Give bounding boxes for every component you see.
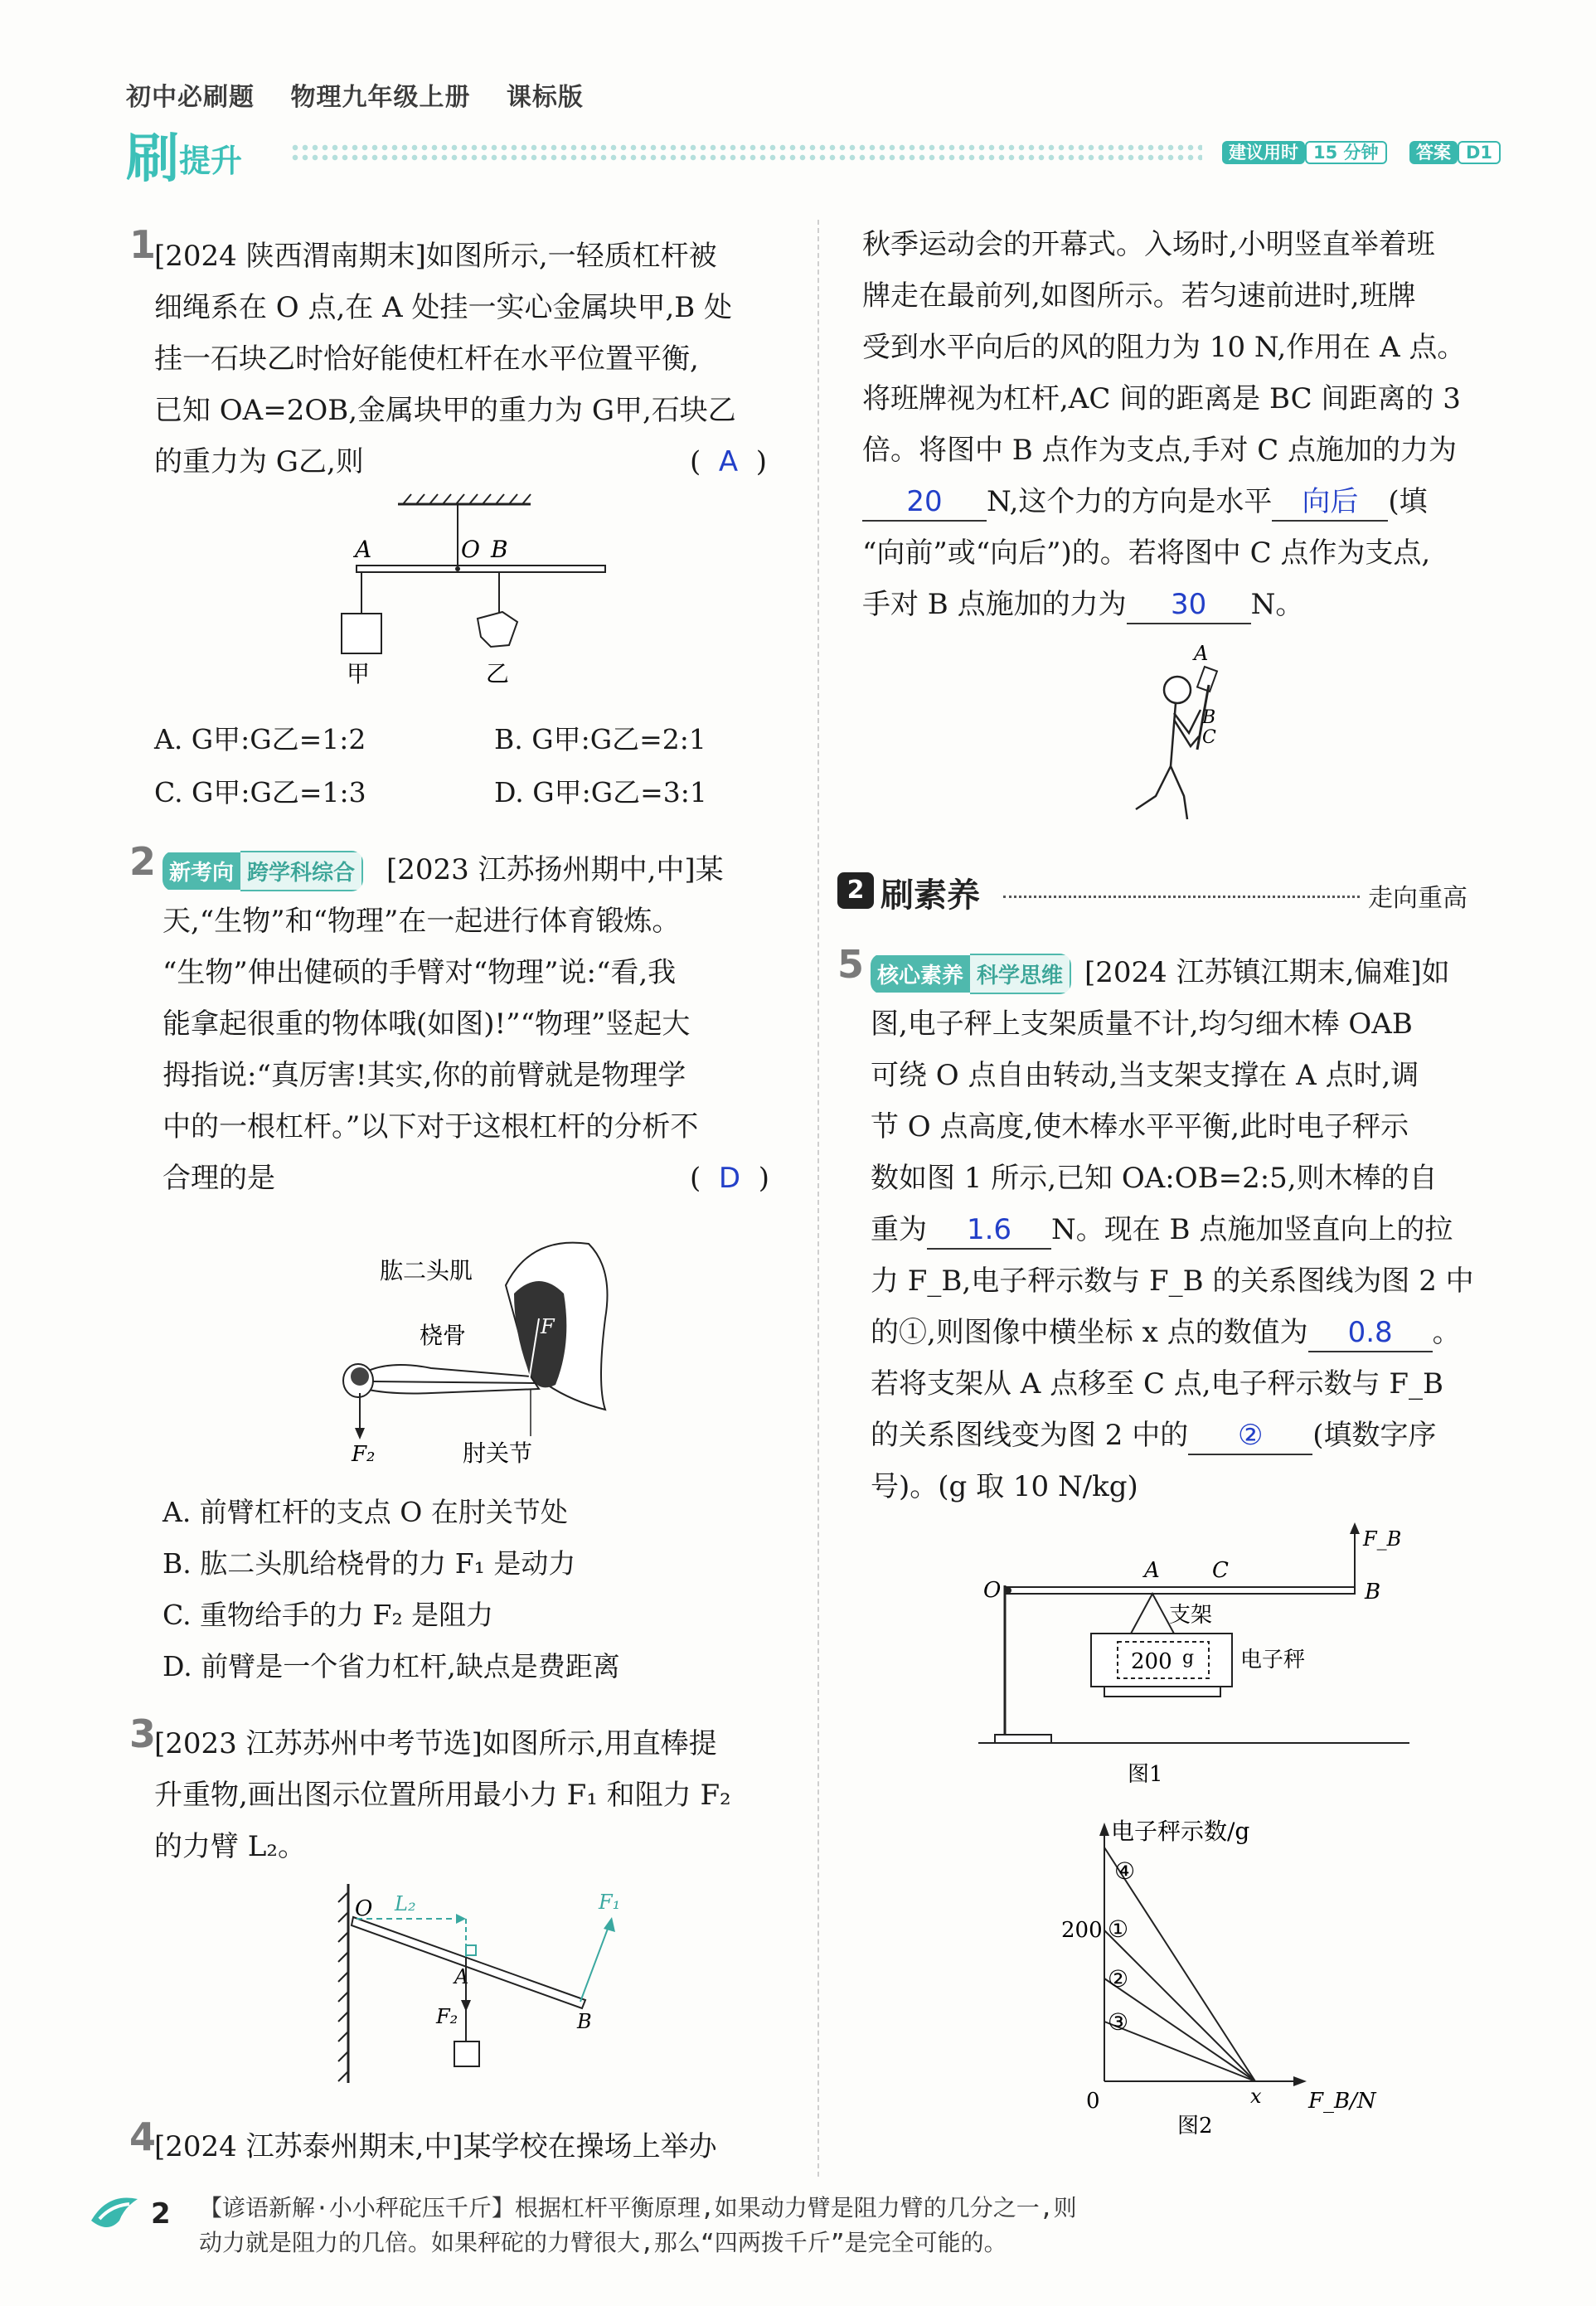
q1-option-a: A. G甲:G乙=1:2 bbox=[154, 723, 366, 755]
q5-label-o: O bbox=[983, 1578, 1002, 1603]
q5-line: 若将支架从 A 点移至 C 点,电子秤示数与 F_B bbox=[871, 1367, 1443, 1401]
q4-line: 将班牌视为杠杆,AC 间的距离是 BC 间距离的 3 bbox=[862, 382, 1461, 415]
q5-label-scale: 电子秤 bbox=[1240, 1648, 1306, 1672]
q5-line: 力 F_B,电子秤示数与 F_B 的关系图线为图 2 中 bbox=[871, 1265, 1474, 1298]
q2-line: 天,“生物”和“物理”在一起进行体育锻炼。 bbox=[163, 905, 681, 938]
q2-line: 能拿起很重的物体哦(如图)!”“物理”竖起大 bbox=[163, 1007, 691, 1041]
q5-pivot-o bbox=[1005, 1587, 1011, 1594]
q5-segment: N。现在 B 点施加竖直向上的拉 bbox=[1051, 1213, 1453, 1246]
q1-line: [2024 陕西渭南期末]如图所示,一轻质杠杆被 bbox=[154, 240, 717, 273]
q4-leg-right bbox=[1171, 766, 1187, 819]
q4-arm bbox=[1174, 710, 1201, 733]
q5-curve-3-label: ③ bbox=[1108, 2008, 1129, 2036]
q5-figure-2 bbox=[1045, 1816, 1409, 2139]
q5-segment: 重为 bbox=[871, 1213, 927, 1246]
q5-number: 5 bbox=[837, 942, 865, 987]
q3-figure bbox=[323, 1876, 638, 2091]
q3-stem bbox=[154, 1718, 809, 1872]
q3-label-o: O bbox=[355, 1896, 373, 1921]
q5-curve-1 bbox=[1104, 1930, 1255, 2081]
time-tag: 建议用时 bbox=[1222, 141, 1305, 164]
q4-blank-3: 30 bbox=[1127, 586, 1251, 624]
q5-scale-reading: 200 bbox=[1131, 1649, 1172, 1674]
q5-badge-a: 核心素养 bbox=[871, 955, 970, 993]
q4-segment: 手对 B 点施加的力为 bbox=[862, 588, 1127, 621]
q2-ball bbox=[351, 1367, 369, 1386]
q3-rod bbox=[352, 1917, 585, 2008]
q5-badge-b: 科学思维 bbox=[970, 954, 1071, 994]
section-2-dots bbox=[1003, 896, 1360, 898]
q1-stone-yi bbox=[478, 612, 517, 647]
q2-line: 中的一根杠杆。”以下对于这根杠杆的分析不 bbox=[163, 1110, 699, 1143]
q4-line: 受到水平向后的风的阻力为 10 N,作用在 A 点。 bbox=[862, 331, 1466, 364]
q1-pivot bbox=[455, 566, 460, 571]
q5-segment: 的①,则图像中横坐标 x 点的数值为 bbox=[871, 1316, 1308, 1349]
q3-label-f1: F₁ bbox=[599, 1891, 621, 1914]
q3-f2-arrow bbox=[461, 2000, 471, 2012]
q1-label-o: O bbox=[461, 536, 480, 563]
edition-name: 课标版 bbox=[506, 83, 584, 112]
time-badge bbox=[1222, 139, 1387, 164]
q5-x-arrow bbox=[1293, 2076, 1307, 2086]
q3-f1-arrow bbox=[604, 1917, 615, 1932]
q5-x-label: F_B/N bbox=[1308, 2089, 1376, 2114]
q2-line: [2023 江苏扬州期中,中]某 bbox=[386, 853, 724, 886]
q2-label-f2: F₂ bbox=[352, 1442, 376, 1467]
section-logo-small: 提升 bbox=[179, 143, 243, 179]
section-2-right: 走向重高 bbox=[1368, 884, 1467, 913]
q3-line: 升重物,画出图示位置所用最小力 F₁ 和阻力 F₂ bbox=[154, 1779, 731, 1812]
q4-stem-continued bbox=[862, 219, 1517, 630]
q1-answer: A bbox=[718, 445, 739, 478]
q1-label-a: A bbox=[355, 536, 372, 563]
q5-support bbox=[1131, 1594, 1174, 1634]
q5-stand-base bbox=[995, 1735, 1051, 1743]
q5-fig1-caption: 图1 bbox=[1128, 1762, 1163, 1787]
q2-line: 拇指说:“真厉害!其实,你的前臂就是物理学 bbox=[163, 1059, 686, 1092]
q5-origin: 0 bbox=[1086, 2089, 1100, 2114]
q2-line: 合理的是 bbox=[163, 1162, 275, 1195]
q1-label-b: B bbox=[491, 536, 508, 563]
q1-line: 的重力为 G乙,则 bbox=[154, 445, 364, 478]
q5-line: 号)。(g 取 10 N/kg) bbox=[871, 1470, 1138, 1503]
q5-y-tick-200: 200 bbox=[1061, 1918, 1103, 1943]
q2-answer: D bbox=[718, 1162, 741, 1195]
q3-label-a: A bbox=[454, 1965, 469, 1988]
q5-y-label: 电子秤示数/g bbox=[1111, 1818, 1250, 1845]
q4-line: 牌走在最前列,如图所示。若匀速前进时,班牌 bbox=[862, 279, 1416, 313]
q5-curve-4-label: ④ bbox=[1114, 1857, 1136, 1885]
q2-badge bbox=[163, 851, 363, 891]
section-logo bbox=[126, 116, 242, 192]
q1-number: 1 bbox=[129, 222, 157, 267]
q5-rod bbox=[1005, 1587, 1355, 1594]
footer-line: 【谚语新解·小小秤砣压千斤】根据杠杆平衡原理,如果动力臂是阻力臂的几分之一,则 bbox=[199, 2194, 1077, 2221]
header-dot-pattern bbox=[290, 143, 1202, 161]
q1-ceiling-hatch bbox=[403, 494, 531, 504]
q3-f1-line bbox=[580, 1922, 610, 2002]
q4-blank-1: 20 bbox=[862, 483, 987, 522]
q5-segment: 的关系图线变为图 2 中的 bbox=[871, 1419, 1189, 1452]
q2-answer-bracket: ( D ) bbox=[690, 1162, 769, 1195]
q4-line: “向前”或“向后”)的。若将图中 C 点作为支点, bbox=[862, 536, 1431, 570]
q4-line: 秋季运动会的开幕式。入场时,小明竖直举着班 bbox=[862, 228, 1435, 261]
page-footer bbox=[83, 2181, 1526, 2255]
q5-blank-2: 0.8 bbox=[1308, 1314, 1433, 1352]
q4-line-blanks bbox=[862, 476, 1517, 527]
q3-weight bbox=[454, 2041, 479, 2066]
q1-label-jia: 甲 bbox=[347, 660, 371, 687]
q5-line: 数如图 1 所示,已知 OA:OB=2:5,则木棒的自 bbox=[871, 1162, 1438, 1195]
q4-figure bbox=[1111, 634, 1260, 833]
q5-y-arrow bbox=[1099, 1823, 1109, 1836]
q5-label-support: 支架 bbox=[1169, 1603, 1213, 1628]
q5-curve-1-label: ① bbox=[1108, 1915, 1129, 1943]
q5-blank-3: ② bbox=[1188, 1417, 1312, 1455]
time-value: 15 分钟 bbox=[1305, 141, 1387, 164]
subject-name: 物理九年级上册 bbox=[290, 83, 471, 112]
q5-fb-arrow bbox=[1350, 1522, 1360, 1534]
q1-line: 已知 OA=2OB,金属块甲的重力为 G甲,石块乙 bbox=[154, 394, 736, 427]
q3-label-l2: L₂ bbox=[395, 1892, 416, 1915]
q2-arm-figure bbox=[323, 1219, 638, 1468]
q5-scale-unit: g bbox=[1182, 1648, 1195, 1668]
q2-label-f1: F bbox=[541, 1315, 555, 1338]
q3-l2-arrow bbox=[456, 1914, 466, 1924]
q4-line-blanks bbox=[862, 579, 1517, 630]
q5-segment: (填数字序 bbox=[1312, 1419, 1437, 1452]
q4-number: 4 bbox=[129, 2114, 157, 2159]
q2-label-elbow: 肘关节 bbox=[463, 1439, 533, 1467]
q1-line: 挂一石块乙时恰好能使杠杆在水平位置平衡, bbox=[154, 342, 699, 376]
series-name: 初中必刷题 bbox=[126, 83, 255, 112]
q2-line: “生物”伸出健硕的手臂对“物理”说:“看,我 bbox=[163, 956, 677, 989]
q5-curve-2-label: ② bbox=[1108, 1965, 1129, 1993]
q5-stem bbox=[871, 998, 1517, 1512]
q4-leg-left bbox=[1136, 766, 1171, 809]
section-2-title: 刷素养 bbox=[880, 876, 980, 915]
q1-answer-bracket: ( A ) bbox=[690, 445, 768, 478]
section-2-header bbox=[837, 869, 1501, 920]
q4-segment: (填 bbox=[1388, 485, 1428, 518]
q4-label-c: C bbox=[1202, 727, 1216, 748]
q2-option-c: C. 重物给手的力 F₂ 是阻力 bbox=[163, 1599, 494, 1631]
q4-label-a: A bbox=[1194, 642, 1209, 665]
q2-option-b: B. 肱二头肌给桡骨的力 F₁ 是动力 bbox=[163, 1547, 576, 1580]
q5-line: 可绕 O 点自由转动,当支架支撑在 A 点时,调 bbox=[871, 1059, 1419, 1092]
q3-line: 的力臂 L₂。 bbox=[154, 1830, 307, 1863]
q5-figure-1 bbox=[978, 1517, 1409, 1808]
q1-lever bbox=[357, 566, 605, 572]
q5-x-mark: x bbox=[1250, 2085, 1262, 2108]
q5-blank-1: 1.6 bbox=[927, 1211, 1051, 1250]
q2-f2-arrow bbox=[355, 1428, 365, 1439]
q5-segment: 。 bbox=[1432, 1316, 1461, 1349]
q2-badge-a: 新考向 bbox=[163, 852, 240, 890]
q2-option-d: D. 前臂是一个省力杠杆,缺点是费距离 bbox=[163, 1650, 620, 1682]
q4-blank-2: 向后 bbox=[1272, 483, 1388, 522]
answer-tag: 答案 bbox=[1409, 141, 1458, 164]
q5-line: 节 O 点高度,使木棒水平平衡,此时电子秤示 bbox=[871, 1110, 1409, 1143]
answer-ref: D1 bbox=[1458, 141, 1501, 164]
q5-line-blanks bbox=[871, 1204, 1517, 1255]
q4-head bbox=[1164, 677, 1191, 703]
q5-line-blanks bbox=[871, 1410, 1517, 1461]
section-2-icon: 2 bbox=[837, 872, 874, 909]
footer-note bbox=[199, 2191, 1592, 2260]
q4-label-b: B bbox=[1202, 707, 1216, 728]
q2-forearm bbox=[365, 1365, 539, 1393]
q2-label-biceps: 肱二头肌 bbox=[380, 1257, 473, 1284]
q5-label-c: C bbox=[1212, 1558, 1229, 1583]
q1-option-b: B. G甲:G乙=2:1 bbox=[494, 723, 706, 755]
q3-number: 3 bbox=[129, 1711, 157, 1756]
q3-line: [2023 江苏苏州中考节选]如图所示,用直棒提 bbox=[154, 1727, 717, 1760]
q2-label-radius: 桡骨 bbox=[420, 1322, 467, 1349]
q5-fig2-caption: 图2 bbox=[1177, 2114, 1213, 2139]
q5-label-b: B bbox=[1365, 1580, 1381, 1604]
book-header bbox=[126, 76, 610, 113]
q4-arm-lower bbox=[1174, 720, 1199, 746]
answer-badge bbox=[1409, 139, 1501, 164]
q1-option-d: D. G甲:G乙=3:1 bbox=[494, 776, 707, 808]
q3-label-f2: F₂ bbox=[436, 2005, 458, 2028]
q1-option-c: C. G甲:G乙=1:3 bbox=[154, 776, 366, 808]
q5-line-blanks bbox=[871, 1307, 1517, 1358]
q5-line: [2024 江苏镇江期末,偏难]如 bbox=[1084, 956, 1450, 989]
footer-logo-icon bbox=[83, 2187, 148, 2239]
q3-label-b: B bbox=[577, 2010, 592, 2033]
q5-label-fb: F_B bbox=[1363, 1527, 1402, 1551]
q4-segment: N,这个力的方向是水平 bbox=[987, 485, 1273, 518]
q5-badge bbox=[871, 954, 1071, 994]
page-number: 2 bbox=[151, 2197, 171, 2231]
q1-figure bbox=[315, 489, 630, 705]
q1-block-jia bbox=[342, 614, 381, 653]
q4-line: [2024 江苏泰州期末,中]某学校在操场上举办 bbox=[154, 2130, 717, 2163]
q4-line: 倍。将图中 B 点作为支点,手对 C 点施加的力为 bbox=[862, 434, 1458, 467]
q3-right-angle bbox=[466, 1945, 476, 1955]
q3-wall-hatch bbox=[338, 1892, 348, 2081]
q5-line: 图,电子秤上支架质量不计,均匀细木棒 OAB bbox=[871, 1007, 1413, 1041]
q1-line: 细绳系在 O 点,在 A 处挂一实心金属块甲,B 处 bbox=[154, 291, 733, 324]
q2-badge-b: 跨学科综合 bbox=[240, 851, 363, 891]
q5-label-a: A bbox=[1144, 1558, 1160, 1583]
footer-line: 动力就是阻力的几倍。如果秤砣的力臂很大,那么“四两拨千斤”是完全可能的。 bbox=[199, 2229, 1007, 2256]
q2-option-a: A. 前臂杠杆的支点 O 在肘关节处 bbox=[163, 1496, 568, 1528]
q4-segment: N。 bbox=[1250, 588, 1304, 621]
q2-number: 2 bbox=[129, 839, 157, 884]
q1-label-yi: 乙 bbox=[486, 660, 510, 687]
q5-scale-foot bbox=[1104, 1687, 1220, 1697]
column-divider bbox=[817, 220, 819, 2177]
section-logo-big: 刷 bbox=[126, 129, 179, 190]
